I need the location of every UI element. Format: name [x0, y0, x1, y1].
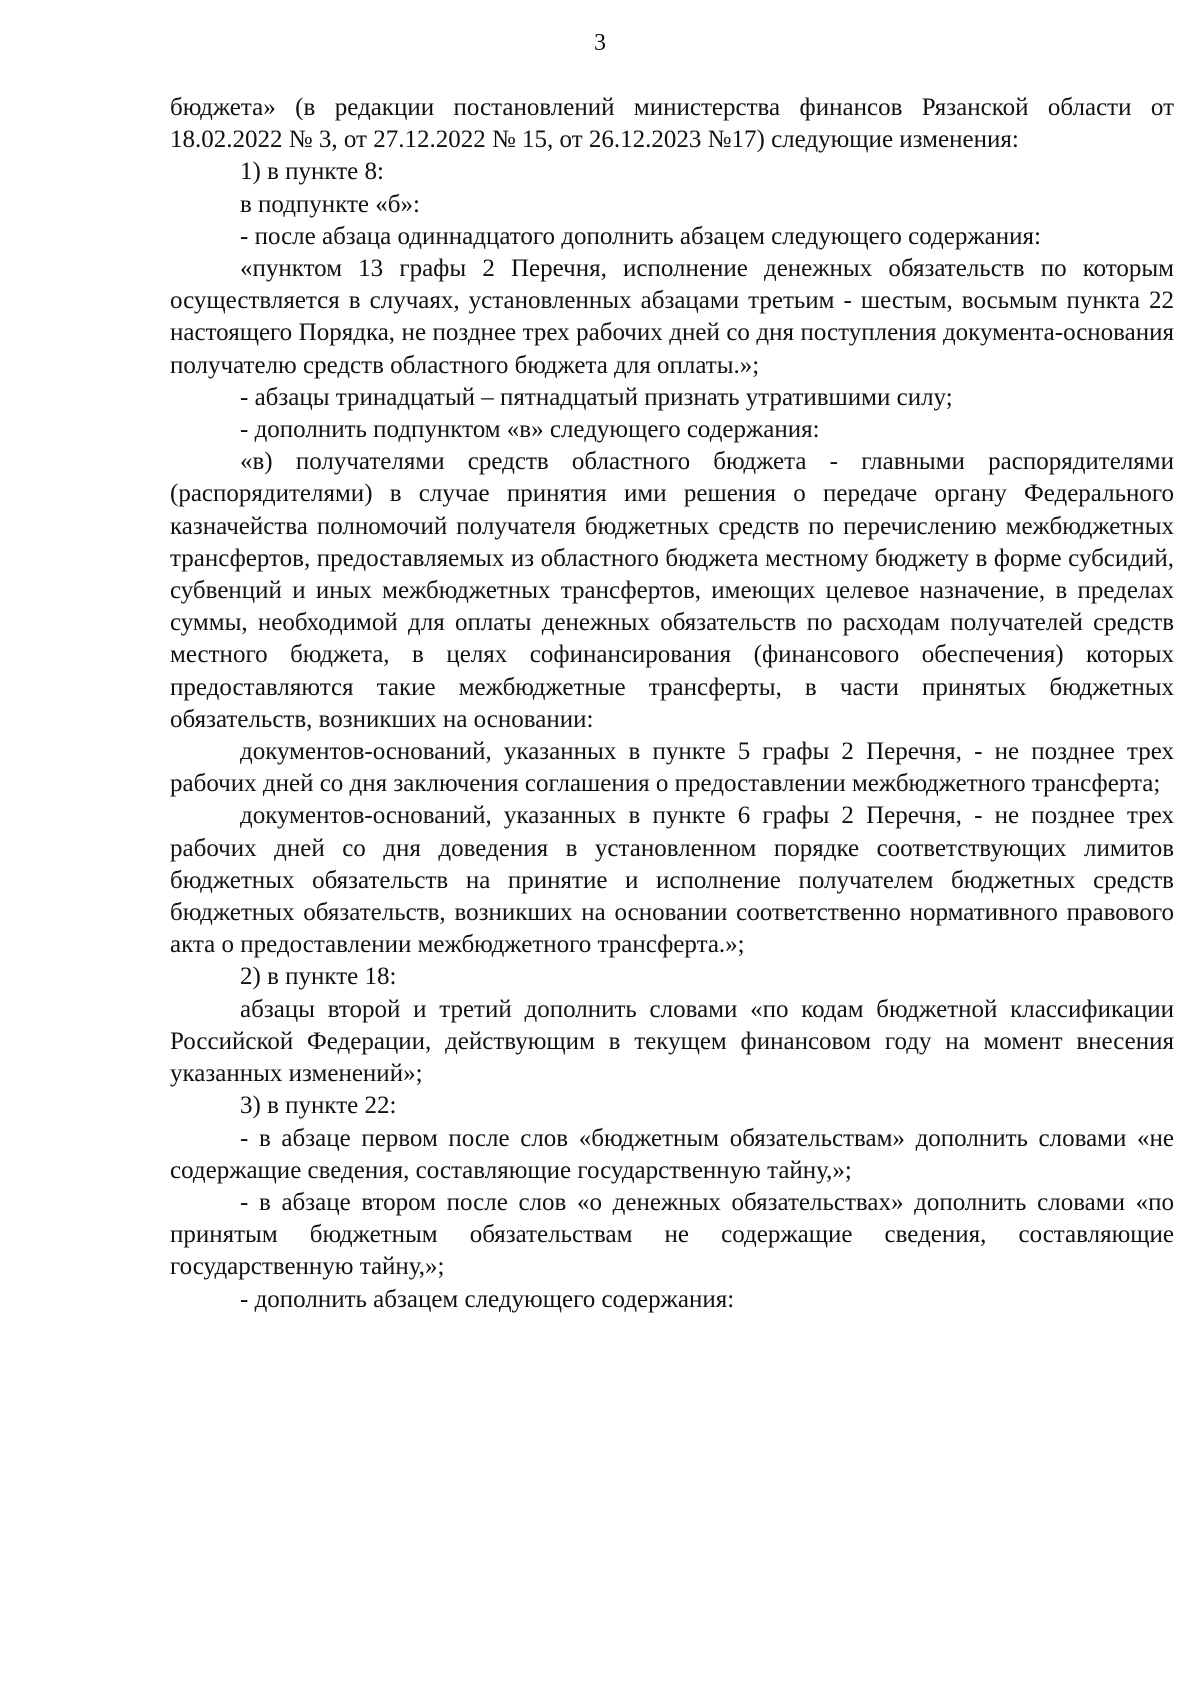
- paragraph: - дополнить подпунктом «в» следующего содержания:: [240, 416, 820, 444]
- paragraph: 1) в пункте 8:: [240, 158, 384, 186]
- paragraph: абзацы второй и третий дополнить словами «по кодам бюджетной классификации Российской Федерации, действующим в текущем финансовом году на момент внесения указанных изменений»;: [170, 995, 1174, 1088]
- paragraph: - в абзаце первом после слов «бюджетным обязательствам» дополнить словами «не содержащие сведения, составляющие государственную тайну,»;: [170, 1124, 1174, 1184]
- paragraph: документов-оснований, указанных в пункте 5 графы 2 Перечня, - не позднее трех рабочих дней со дня заключения соглашения о предоставлении межбюджетного трансферта;: [170, 738, 1174, 798]
- paragraph: 3) в пункте 22:: [240, 1092, 397, 1120]
- paragraph: - дополнить абзацем следующего содержания:: [240, 1285, 735, 1313]
- paragraph: - в абзаце втором после слов «о денежных обязательствах» дополнить словами «по принятым бюджетным обязательствам не содержащие сведения, составляющие государственную тайну,»;: [170, 1188, 1174, 1281]
- paragraph: 2) в пункте 18:: [240, 963, 397, 991]
- paragraph: бюджета» (в редакции постановлений министерства финансов Рязанской области от 18.02.2022 № 3, от 27.12.2022 № 15, от 26.12.2023 №17) следующие изменения:: [170, 94, 1174, 154]
- paragraph: - после абзаца одиннадцатого дополнить абзацем следующего содержания:: [240, 222, 1041, 250]
- document-body: [170, 92, 1174, 1316]
- paragraph: «пунктом 13 графы 2 Перечня, исполнение денежных обязательств по которым осуществляется в случаях, установленных абзацами третьим - шестым, восьмым пункта 22 настоящего Порядка, не позднее трех рабочих дней со дня поступления документа-основания получателю средств областного бюджета для оплаты.»;: [170, 255, 1174, 379]
- paragraph: документов-оснований, указанных в пункте 6 графы 2 Перечня, - не позднее трех рабочих дней со дня доведения в установленном порядке соответствующих лимитов бюджетных обязательств на принятие и исполнение получателем бюджетных средств бюджетных обязательств, возникших на основании соответственно нормативного правового акта о предоставлении межбюджетного трансферта.»;: [170, 802, 1174, 959]
- paragraph: - абзацы тринадцатый – пятнадцатый признать утратившими силу;: [240, 383, 953, 411]
- paragraph: в подпункте «б»:: [240, 190, 420, 218]
- paragraph: «в) получателями средств областного бюджета - главными распорядителями (распорядителями) в случае принятия ими решения о передаче органу Федерального казначейства полномочий получателя бюджетных средств по перечислению межбюджетных трансфертов, предоставляемых из областного бюджета местному бюджету в форме субсидий, субвенций и иных межбюджетных трансфертов, имеющих целевое назначение, в пределах суммы, необходимой для оплаты денежных обязательств по расходам получателей средств местного бюджета, в целях софинансирования (финансового обеспечения) которых предоставляются такие межбюджетные трансферты, в части принятых бюджетных обязательств, возникших на основании:: [170, 448, 1174, 733]
- page-number: 3: [594, 30, 606, 56]
